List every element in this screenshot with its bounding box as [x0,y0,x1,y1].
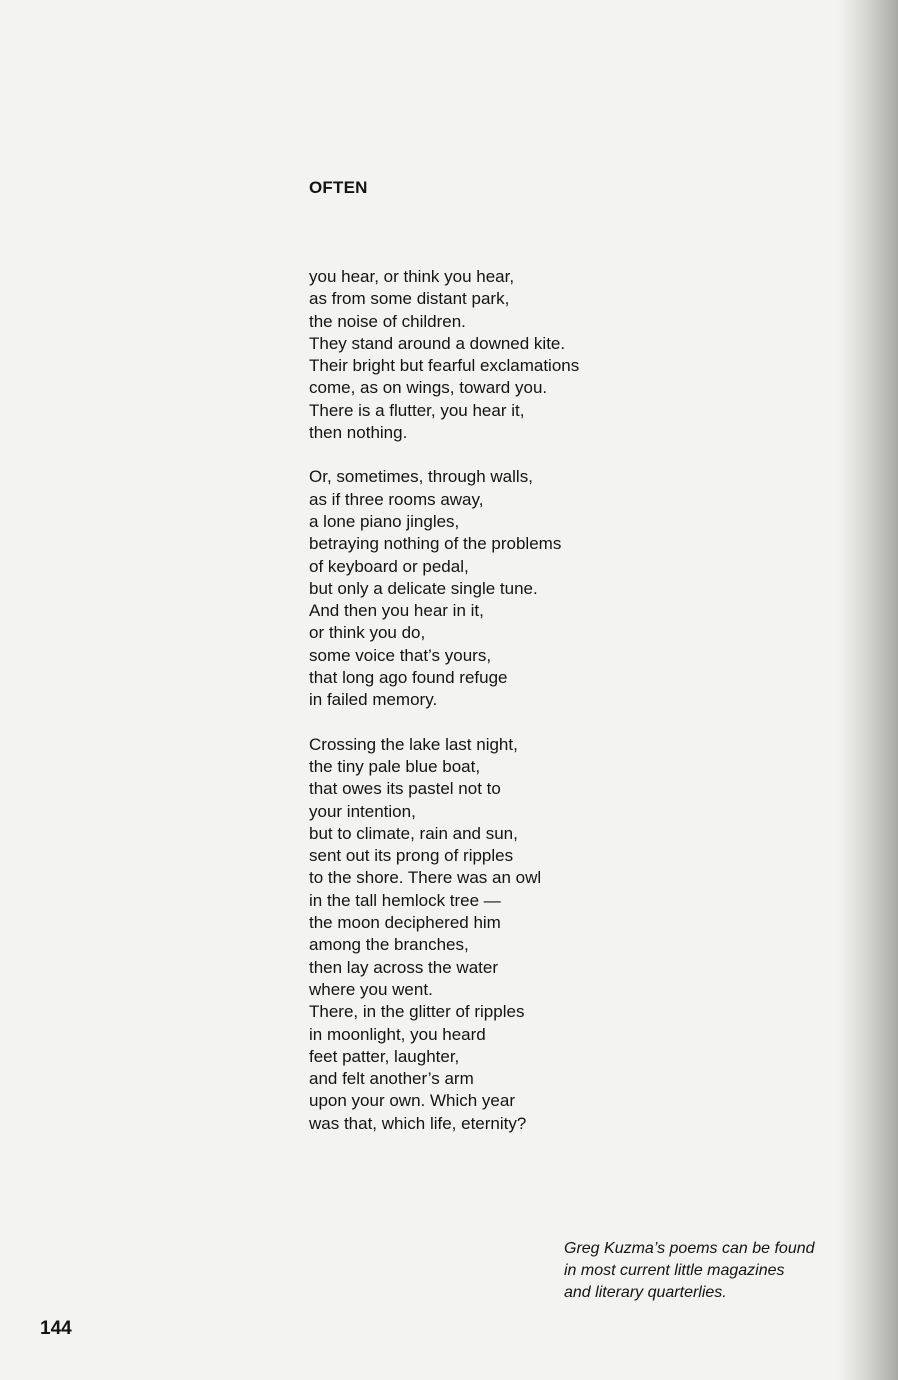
page-number: 144 [40,1318,72,1339]
poem-line: in moonlight, you heard [309,1024,486,1044]
poem-title: OFTEN [309,178,368,197]
bio-line: in most current little magazines [564,1262,785,1279]
poem-line: in failed memory. [309,690,438,710]
poem-line: then nothing. [309,423,408,443]
poem-line: some voice that’s yours, [309,645,492,665]
poem-line: that long ago found refuge [309,668,508,688]
poem-line: come, as on wings, toward you. [309,378,548,398]
poem-line: They stand around a downed kite. [309,333,566,353]
poem-line: Crossing the lake last night, [309,734,518,754]
stanza-3 [309,734,669,1135]
poem-line: where you went. [309,979,433,999]
poem-line: that owes its pastel not to [309,779,501,799]
bio-line: and literary quarterlies. [564,1284,727,1301]
poem-body [309,266,669,1157]
poem-line: of keyboard or pedal, [309,556,469,576]
poem-line: Their bright but fearful exclamations [309,356,580,376]
poem-line: in the tall hemlock tree — [309,890,501,910]
poem-line: to the shore. There was an owl [309,868,542,888]
stanza-2 [309,466,669,711]
poem-line: or think you do, [309,623,426,643]
poem-line: There is a flutter, you hear it, [309,400,525,420]
poem-line: your intention, [309,801,416,821]
poem-line: a lone piano jingles, [309,511,460,531]
poem-line: sent out its prong of ripples [309,846,514,866]
poem-line: you hear, or think you hear, [309,267,515,286]
poem-line: and felt another’s arm [309,1069,474,1089]
poem-line: upon your own. Which year [309,1091,515,1111]
page-edge-shadow [838,0,898,1380]
poem-line: was that, which life, eternity? [309,1113,527,1133]
poem-line: as if three rooms away, [309,489,484,509]
poem-line: the moon deciphered him [309,913,501,933]
poem-line: but to climate, rain and sun, [309,823,518,843]
poem-line: the noise of children. [309,311,466,331]
poem-line: Or, sometimes, through walls, [309,467,533,487]
poem-line: feet patter, laughter, [309,1046,460,1066]
poem-line: but only a delicate single tune. [309,578,538,598]
poem-line: then lay across the water [309,957,498,977]
stanza-1 [309,266,669,444]
poem-line: And then you hear in it, [309,601,484,621]
bio-line: Greg Kuzma’s poems can be found [564,1240,815,1257]
poem-line: as from some distant park, [309,289,510,309]
poem-line: There, in the glitter of ripples [309,1002,525,1022]
poem-line: the tiny pale blue boat, [309,756,481,776]
poem-line: among the branches, [309,935,469,955]
author-bio [564,1238,884,1304]
poem-line: betraying nothing of the problems [309,534,562,554]
